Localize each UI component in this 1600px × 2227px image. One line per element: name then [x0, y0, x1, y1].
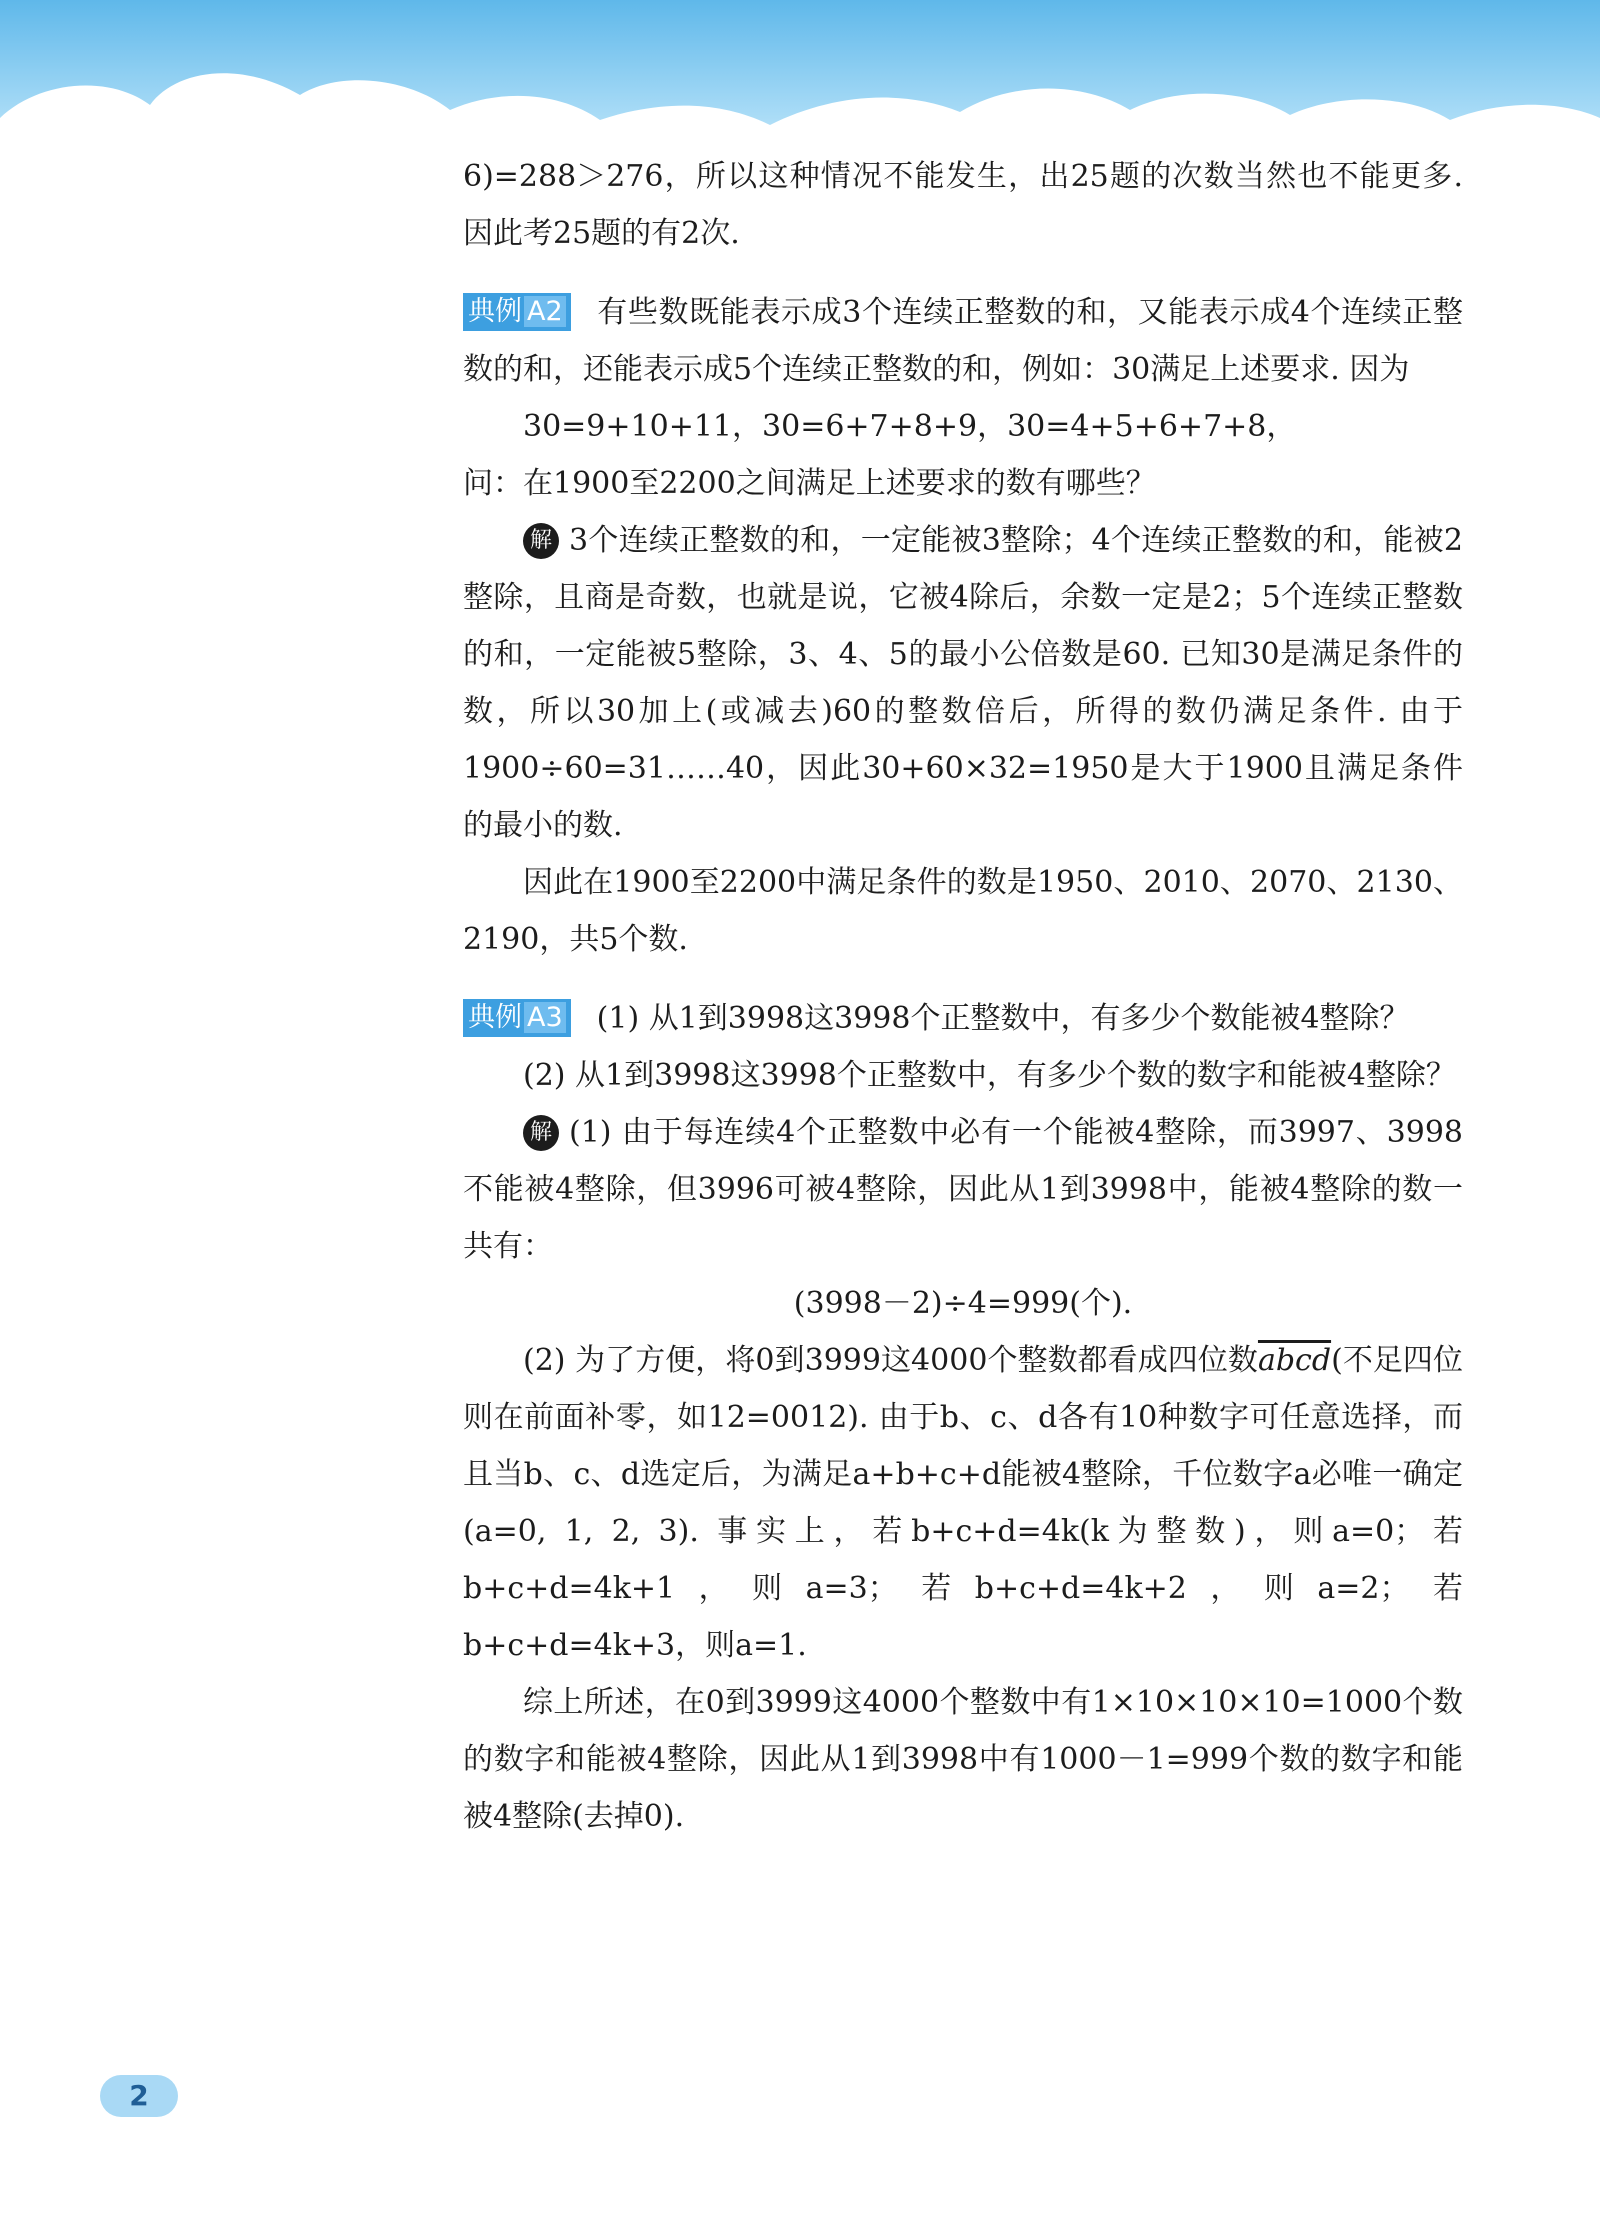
example-a3-summary: 综上所述，在0到3999这4000个整数中有1×10×10×10=1000个数的数字和能被4整除，因此从1到3998中有1000－1=999个数的数字和能被4整除(去掉0). [463, 1685, 1463, 1834]
header-sky-banner [0, 0, 1600, 150]
example-a2-conclusion: 因此在1900至2200中满足条件的数是1950、2010、2070、2130、2190，共5个数. [463, 865, 1463, 957]
example-a3-badge: 典例 A3 [463, 999, 571, 1037]
example-a2-badge: 典例 A2 [463, 293, 571, 331]
overline-number: abcd [1257, 1343, 1332, 1378]
example-a2-solution: 解 3个连续正整数的和，一定能被3整除；4个连续正整数的和，能被2整除，且商是奇数，也就是说，它被4除后，余数一定是2；5个连续正整数的和，一定能被5整除，3、4、5的最小公倍数是60. 已知30是满足条件的数，所以30加上(或减去)60的整数倍后，所得的数仍满足条件. 由于1900÷60=31……40，因此30+60×32=1950是大于1900且满足条件的最小的数. [463, 523, 1463, 843]
example-a3-question1: 典例 A3 (1) 从1到3998这3998个正整数中，有多少个数能被4整除？ [463, 990, 1463, 1047]
example-a3-solution1: 解 (1) 由于每连续4个正整数中必有一个能被4整除，而3997、3998不能被4整除，但3996可被4整除，因此从1到3998中，能被4整除的数一共有： [463, 1115, 1463, 1264]
page-content [463, 148, 1463, 1845]
solution-mark-icon: 解 [523, 523, 559, 559]
example-a2-formula: 30=9+10+11，30=6+7+8+9，30=4+5+6+7+8， [523, 409, 1297, 444]
example-a3-formula: (3998－2)÷4=999(个). [793, 1286, 1133, 1321]
page-number: 2 [100, 2075, 178, 2117]
example-a3-solution2: (2) 为了方便，将0到3999这4000个整数都看成四位数abcd(不足四位则在前面补零，如12=0012). 由于b、c、d各有10种数字可任意选择，而且当b、c、d选定后，为满足a+b+c+d能被4整除，千位数字a必唯一确定(a=0, 1, 2, 3). 事实上，若b+c+d=4k(k为整数)，则a=0；若b+c+d=4k+1，则a=3；若b+c+d=4k+2，则a=2；若b+c+d=4k+3，则a=1. [463, 1343, 1463, 1663]
example-a2-problem: 典例 A2 有些数既能表示成3个连续正整数的和，又能表示成4个连续正整数的和，还能表示成5个连续正整数的和，例如：30满足上述要求. 因为 [463, 295, 1463, 387]
continuation-text: 6)=288＞276，所以这种情况不能发生，出25题的次数当然也不能更多. 因此考25题的有2次. [463, 159, 1463, 251]
example-a2-question: 问：在1900至2200之间满足上述要求的数有哪些？ [463, 466, 1156, 501]
example-a3-question2: (2) 从1到3998这3998个正整数中，有多少个数的数字和能被4整除？ [523, 1058, 1456, 1093]
solution-mark-icon: 解 [523, 1115, 559, 1151]
